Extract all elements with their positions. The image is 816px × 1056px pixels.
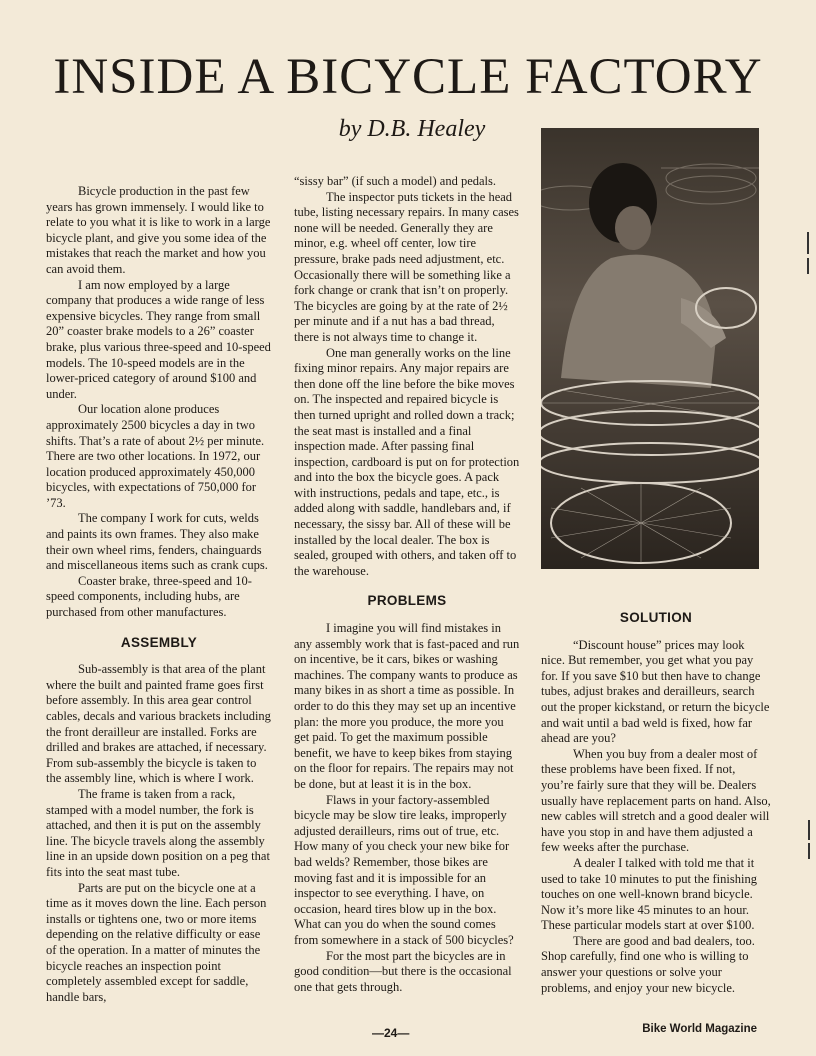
paragraph: When you buy from a dealer most of these problems have been fixed. If not, you’re fairly sure that they will be. Dealers usually have replacement parts on hand. Also, new cables will stretch and a good dealer will have you stop in and have them adjusted a few weeks after the purchase. xyxy=(541,746,771,855)
margin-mark xyxy=(807,232,809,254)
paragraph: “Discount house” prices may look nice. But remember, you get what you pay for. If you save $10 but then have to change tubes, adjust brakes and derailleurs, search out the proper kickstand, or return the bicycle and wait until a bad weld is fixed, how far ahead are you? xyxy=(541,637,770,746)
paragraph: There are good and bad dealers, too. Shop carefully, find one who is willing to answer your questions or solve your problems, and enjoy your new bicycle. xyxy=(541,933,755,995)
paragraph: I am now employed by a large company that produces a wide range of less expensive bicycles. They range from small 20” coaster brake models to a 26” coaster brake, plus various three-speed and 10-speed models. The 10-speed models are in the lower-priced category of around $100 and under. xyxy=(46,277,271,401)
paragraph: Sub-assembly is that area of the plant where the built and painted frame goes first before assembly. In this area gear control cables, decals and various brackets including the front derailleur are installed. Forks are drilled and brakes are attached, if necessary. From sub-assembly the bicycle is taken to the assembly line, which is where I work. xyxy=(46,662,271,786)
magazine-name: Bike World Magazine xyxy=(642,1023,757,1035)
section-heading-problems: PROBLEMS xyxy=(367,593,447,609)
margin-mark xyxy=(807,258,809,274)
column-3 xyxy=(541,610,771,996)
paragraph: The inspector puts tickets in the head tube, listing necessary repairs. In many cases none will be needed. Generally they are minor, e.g. wheel off center, low tire pressure, brake pads need adjustment, etc. Occasionally there will be something like a fork change or crank that isn’t on properly. The bicycles are going by at the rate of 2½ per minute and if a nut has a bad thread, there is not always time to change it. xyxy=(294,189,519,344)
paragraph: Bicycle production in the past few years has grown immensely. I would like to relate to you what it is like to work in a large bicycle plant, and give you some idea of the mistakes that reach the market and how you can avoid them. xyxy=(46,184,271,276)
paragraph: “sissy bar” (if such a model) and pedals. xyxy=(294,174,497,188)
paragraph: Parts are put on the bicycle one at a time as it moves down the line. Each person installs or tightens one, two or more items depending on the relative difficulty or ease of the operation. In a matter of minutes the bicycle reaches an inspection point completely assembled except for saddle, handle bars, xyxy=(46,880,267,1004)
factory-worker-photo xyxy=(541,128,759,569)
paragraph: Coaster brake, three-speed and 10-speed components, including hubs, are purchased from other manufactures. xyxy=(46,573,252,620)
paragraph: A dealer I talked with told me that it used to take 10 minutes to put the finishing touches on one well-known brand bicycle. Now it’s more like 45 minutes to an hour. These particular models start at over $100. xyxy=(541,855,757,933)
paragraph: One man generally works on the line fixing minor repairs. Any major repairs are then done off the line before the bike moves on. The inspected and repaired bicycle is then turned upright and rolled down a track; the seat mast is installed and a final inspection made. After passing final inspection, cardboard is put on for protection and into the box the bicycle goes. A pack with instructions, pedals and tape, etc., is added along with saddle, handlebars and, if necessary, the sissy bar. All of these will be installed by the local dealer. The box is sealed, grouped with others, and taken off to the warehouse. xyxy=(294,345,520,578)
paragraph: Our location alone produces approximately 2500 bicycles a day in two shifts. That’s a rate of about 2½ per minute. There are two other locations. In 1972, our location produced approximately 450,000 bicycles, with expectations of 750,000 for ’73. xyxy=(46,402,265,510)
page-number: —24— xyxy=(372,1026,410,1040)
column-2 xyxy=(294,174,520,995)
section-heading-assembly: ASSEMBLY xyxy=(120,634,198,650)
paragraph: I imagine you will find mistakes in any assembly work that is fast-paced and run on incentive, be it cars, bikes or washing machines. The company wants to produce as many bikes in as short a time as possible. In order to do this they may set up an incentive plan: the more you produce, the more you get paid. To get the maximum possible benefit, we have to keep bikes from staying on the floor for repairs. The repairs may not be done, but at least it is in the box. xyxy=(294,621,520,791)
paragraph: For the most part the bicycles are in good condition—but there is the occasional one that gets through. xyxy=(294,948,512,994)
paragraph: The company I work for cuts, welds and paints its own frames. They also make their own wheel rims, fenders, chainguards and miscellaneous items such as crank cups. xyxy=(46,511,268,573)
paragraph: Flaws in your factory-assembled bicycle may be slow tire leaks, improperly adjusted derailleurs, rims out of true, etc. How many of you check your new bike for bad welds? Remember, those bikes are moving fast and it is impossible for an inspector to see everything. I have, on occasion, heard tires blow up in the box. What can you do when the sound comes from somewhere in a stack of 500 bicycles? xyxy=(294,792,514,947)
margin-mark xyxy=(808,843,810,859)
byline: by D.B. Healey xyxy=(338,116,486,142)
article-title: INSIDE A BICYCLE FACTORY xyxy=(53,49,763,105)
column-1 xyxy=(46,184,272,1005)
margin-mark xyxy=(808,820,810,840)
paragraph: The frame is taken from a rack, stamped with a model number, the fork is attached, and then it is put on the assembly line. The bicycle travels along the assembly line in an upside down position on a peg that fits into the seat mast tube. xyxy=(46,786,270,879)
section-heading-solution: SOLUTION xyxy=(619,610,693,625)
